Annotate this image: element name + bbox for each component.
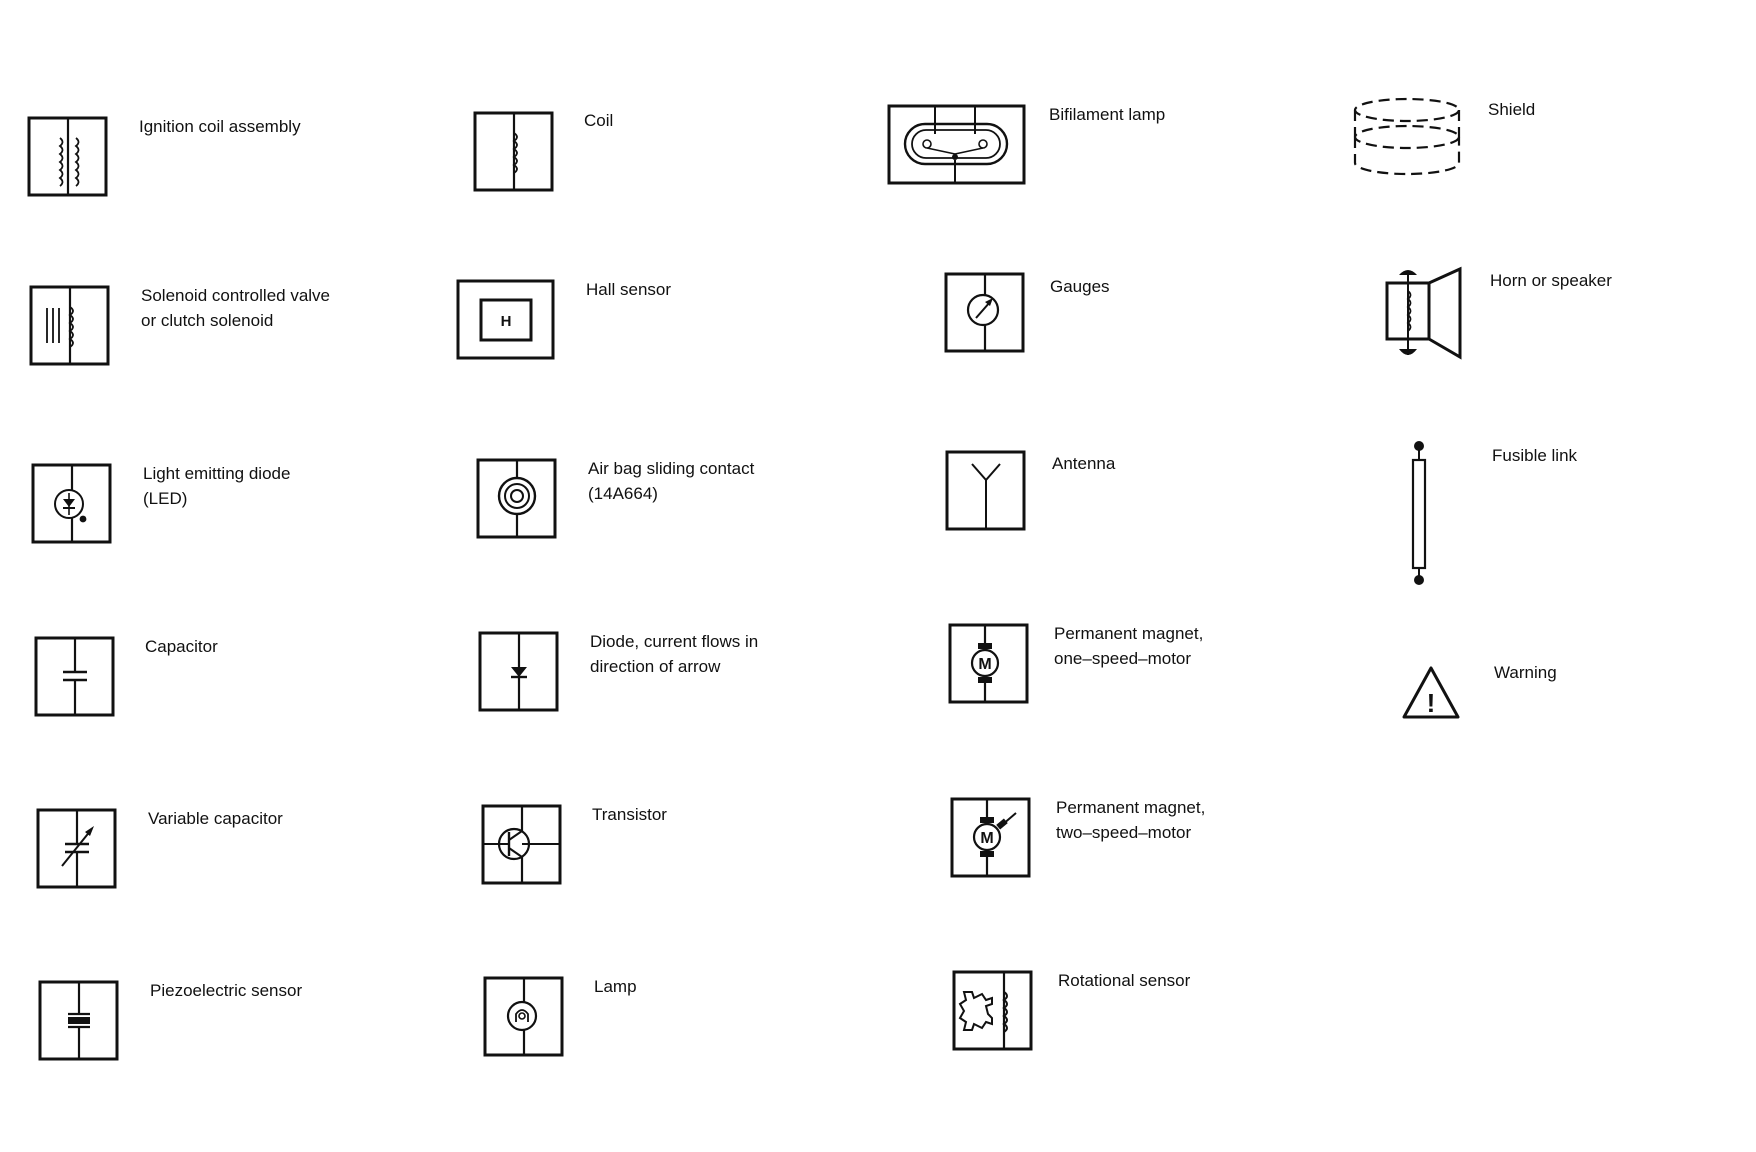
warning-icon [1400, 664, 1462, 722]
diode-label: Diode, current flows in direction of arrow [590, 632, 759, 676]
rotational-sensor-icon [952, 970, 1034, 1052]
lamp-label: Lamp [594, 977, 637, 996]
piezoelectric-sensor-icon [38, 980, 120, 1062]
fusible-link-icon [1406, 440, 1432, 586]
ignition-coil-assembly-label: Ignition coil assembly [139, 117, 301, 136]
shield-label: Shield [1488, 100, 1536, 119]
capacitor-icon [34, 636, 116, 718]
bifilament-lamp-label: Bifilament lamp [1049, 105, 1166, 124]
motor-letter: M [978, 656, 992, 673]
ignition-coil-assembly-icon [27, 116, 109, 198]
horn-speaker-icon [1384, 267, 1466, 363]
horn-speaker-label: Horn or speaker [1490, 271, 1612, 290]
pm-two-speed-motor-icon [950, 797, 1032, 879]
coil-icon [473, 111, 555, 193]
gauges-label: Gauges [1050, 277, 1110, 296]
rotational-sensor-label: Rotational sensor [1058, 971, 1191, 990]
capacitor-label: Capacitor [145, 637, 218, 656]
motor-letter-two: M [980, 830, 994, 847]
warning-label: Warning [1494, 663, 1557, 682]
pm-one-speed-motor-label: Permanent magnet, one–speed–motor [1054, 624, 1204, 668]
variable-capacitor-icon [36, 808, 118, 890]
transistor-label: Transistor [592, 805, 667, 824]
warning-glyph: ! [1426, 688, 1436, 718]
pm-two-speed-motor-label: Permanent magnet, two–speed–motor [1056, 798, 1206, 842]
solenoid-valve-icon [29, 285, 111, 367]
coil-label: Coil [584, 111, 614, 130]
shield-icon [1352, 96, 1462, 180]
led-icon [31, 463, 113, 545]
diode-icon [478, 631, 560, 713]
hall-sensor-icon [456, 279, 556, 361]
air-bag-sliding-contact-icon [476, 458, 558, 540]
led-label: Light emitting diode (LED) [143, 464, 291, 508]
solenoid-valve-label: Solenoid controlled valve or clutch solenoid [141, 286, 331, 330]
antenna-label: Antenna [1052, 454, 1116, 473]
antenna-icon [945, 450, 1027, 532]
variable-capacitor-label: Variable capacitor [148, 809, 283, 828]
bifilament-lamp-icon [887, 104, 1027, 186]
transistor-icon [481, 804, 563, 886]
piezoelectric-sensor-label: Piezoelectric sensor [150, 981, 303, 1000]
pm-one-speed-motor-icon [948, 623, 1030, 705]
air-bag-sliding-contact-label: Air bag sliding contact (14A664) [588, 459, 755, 503]
hall-sensor-label: Hall sensor [586, 280, 672, 299]
hall-letter: H [500, 313, 512, 330]
fusible-link-label: Fusible link [1492, 446, 1578, 465]
lamp-icon [483, 976, 565, 1058]
gauges-icon [944, 272, 1026, 354]
